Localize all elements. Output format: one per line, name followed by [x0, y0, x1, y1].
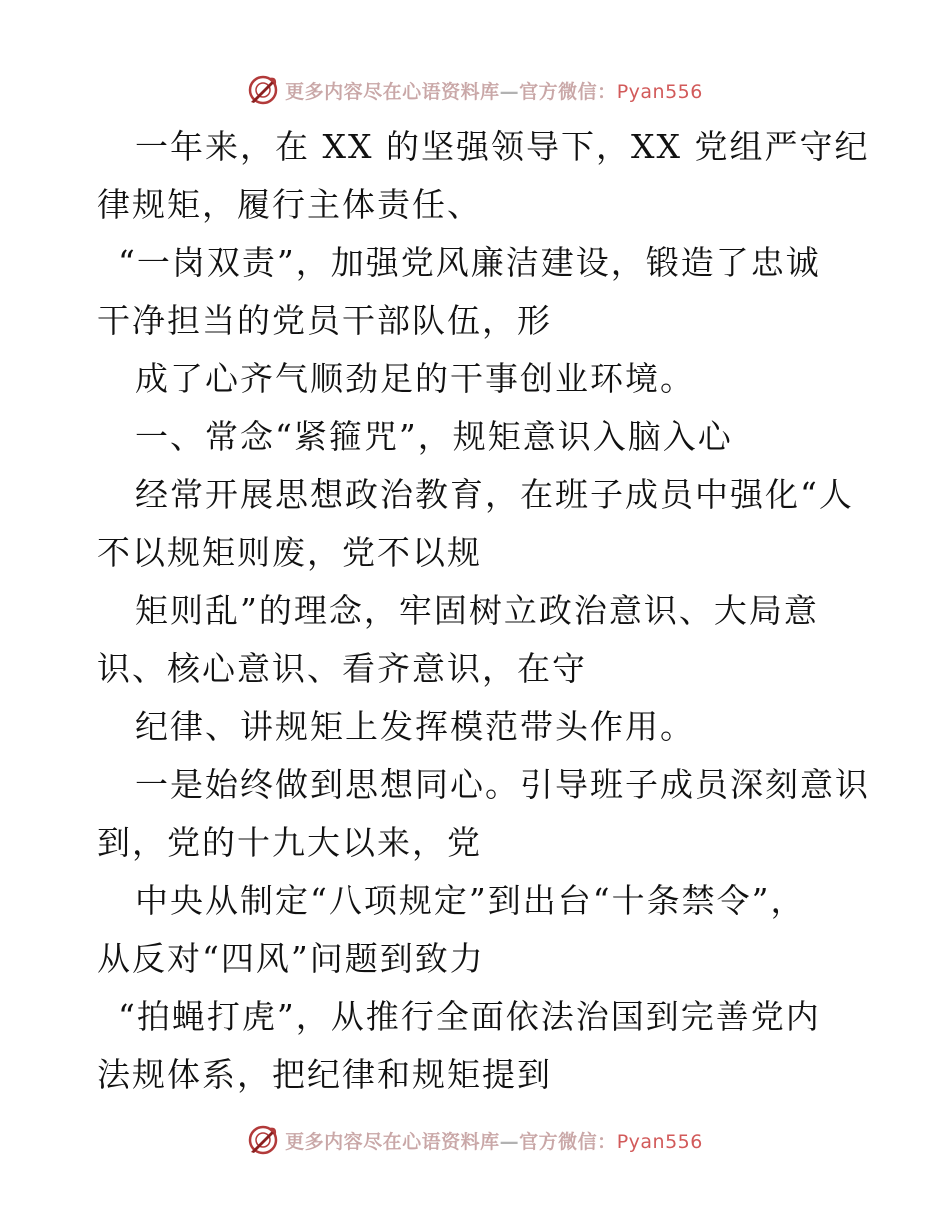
paragraph-line: 法规体系，把纪律和规矩提到 — [97, 1055, 552, 1094]
watermark-separator: — — [499, 1130, 520, 1153]
watermark-brand: 更多内容尽在心语资料库 — [285, 1130, 500, 1153]
paragraph-line: “拍蝇打虎”，从推行全面依法治国到完善党内 — [118, 997, 821, 1036]
document-body — [0, 118, 950, 1108]
paragraph-line: 经常开展思想政治教育，在班子成员中强化“人 — [135, 475, 854, 514]
paragraph-line: 纪律、讲规矩上发挥模范带头作用。 — [135, 707, 695, 746]
paragraph-line: 律规矩，履行主体责任、 — [97, 185, 482, 224]
paragraph-line: 到，党的十九大以来，党 — [97, 823, 482, 862]
watermark-brand: 更多内容尽在心语资料库 — [285, 80, 500, 103]
watermark-text — [285, 1127, 703, 1154]
paragraph-line: 中央从制定“八项规定”到出台“十条禁令”， — [135, 881, 806, 920]
paragraph-line: 成了心齐气顺劲足的干事创业环境。 — [135, 359, 695, 398]
watermark-text — [285, 77, 703, 104]
paragraph-line: 从反对“四风”问题到致力 — [97, 939, 485, 978]
paragraph-line: 干净担当的党员干部队伍，形 — [97, 301, 552, 340]
quill-seal-icon — [247, 1124, 279, 1156]
quill-seal-icon — [247, 74, 279, 106]
watermark-banner-bottom — [0, 1120, 950, 1160]
watermark-account-label: 官方微信： — [519, 80, 617, 103]
paragraph-line: 矩则乱”的理念，牢固树立政治意识、大局意 — [135, 591, 819, 630]
watermark-separator: — — [499, 80, 520, 103]
watermark-account-id: Pyan556 — [616, 80, 703, 103]
paragraph-line: 识、核心意识、看齐意识，在守 — [97, 649, 587, 688]
paragraph-line: 一年来，在 XX 的坚强领导下，XX 党组严守纪 — [135, 127, 870, 166]
watermark-account-label: 官方微信： — [519, 1130, 617, 1153]
paragraph-line: 一是始终做到思想同心。引导班子成员深刻意识 — [135, 765, 870, 804]
paragraph-line: 不以规矩则废，党不以规 — [97, 533, 482, 572]
watermark-banner-top — [0, 70, 950, 110]
paragraph-line: “一岗双责”，加强党风廉洁建设，锻造了忠诚 — [118, 243, 821, 282]
watermark-account-id: Pyan556 — [616, 1130, 703, 1153]
section-heading: 一、常念“紧箍咒”，规矩意识入脑入心 — [135, 417, 733, 456]
